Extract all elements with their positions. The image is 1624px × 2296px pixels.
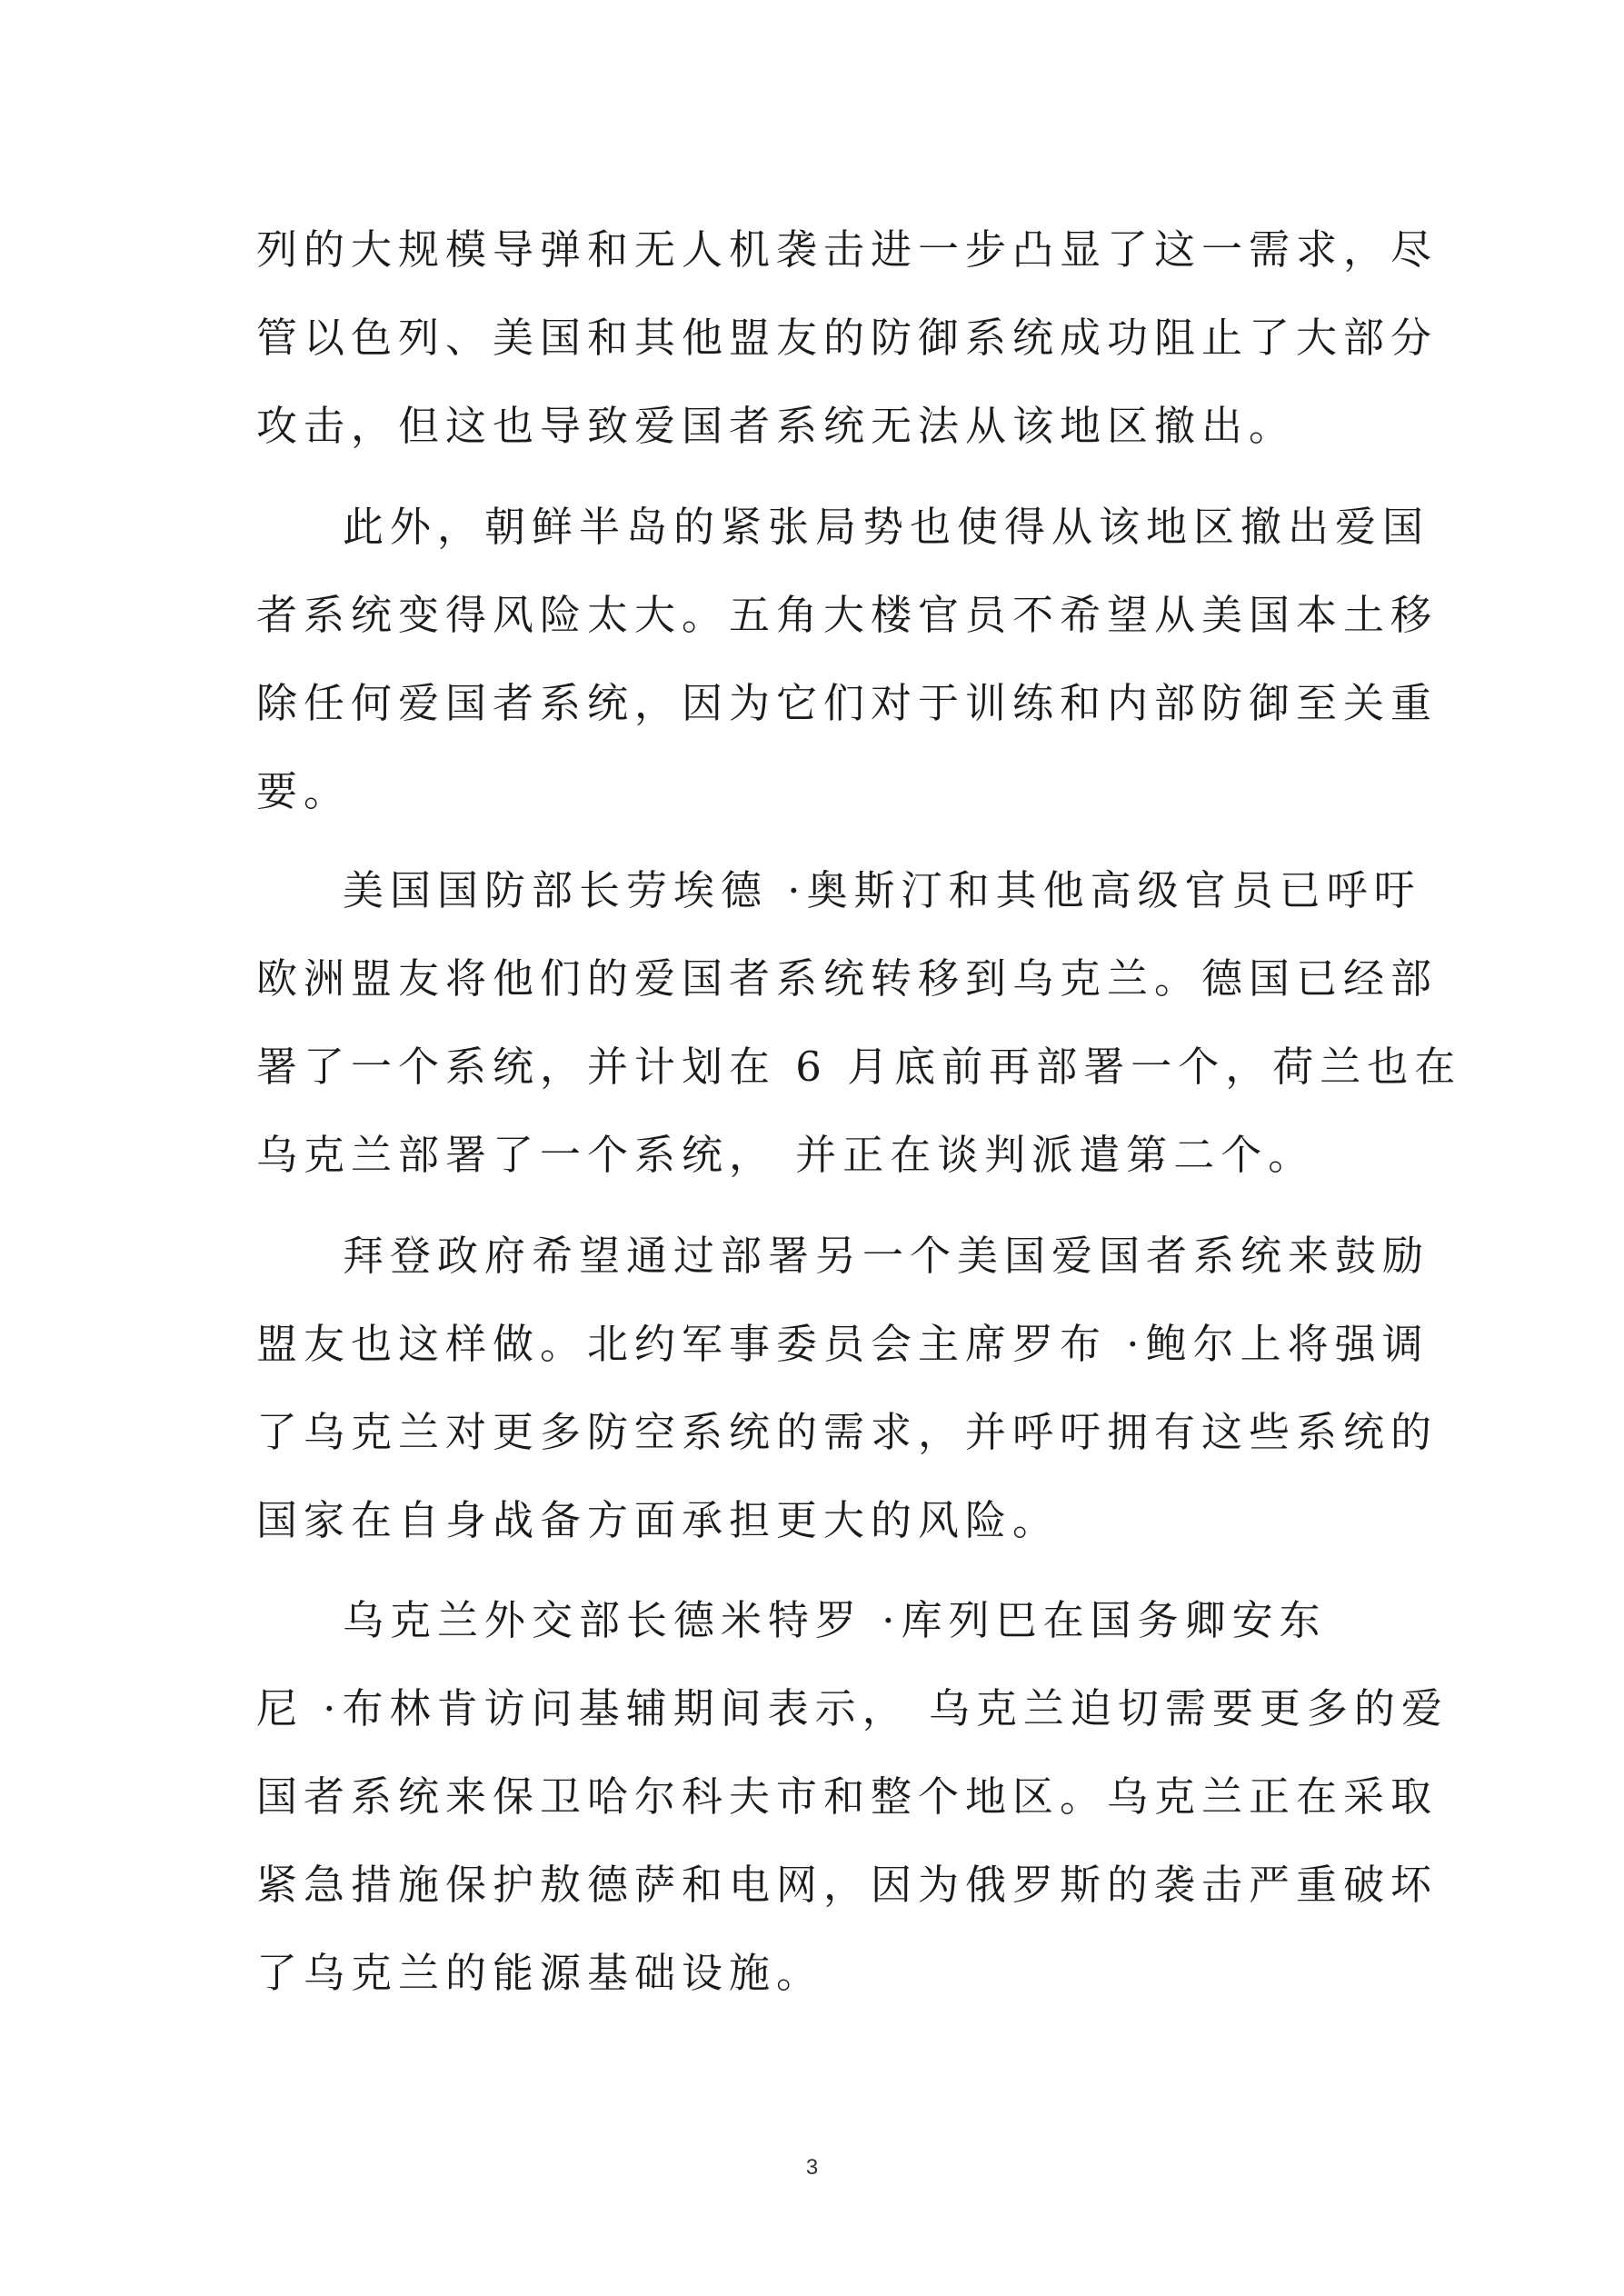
paragraph-3-line-1: 美国国防部长劳埃德 ·奥斯汀和其他高级官员已呼吁 xyxy=(343,866,1421,914)
paragraph-5-line-1: 乌克兰外交部长德米特罗 ·库列巴在国务卿安东 xyxy=(343,1596,1327,1644)
paragraph-5-line-5: 了乌克兰的能源基础设施。 xyxy=(256,1949,824,1997)
paragraph-2-line-1: 此外，朝鲜半岛的紧张局势也使得从该地区撤出爱国 xyxy=(343,503,1430,551)
paragraph-3-line-3: 署了一个系统，并计划在 6 月底前再部署一个，荷兰也在 xyxy=(256,1043,1462,1091)
page-number: 3 xyxy=(805,2155,819,2180)
paragraph-5-line-3: 国者系统来保卫哈尔科夫市和整个地区。乌克兰正在采取 xyxy=(256,1772,1439,1821)
paragraph-2-line-2: 者系统变得风险太大。五角大楼官员不希望从美国本土移 xyxy=(256,591,1439,639)
paragraph-5-line-2: 尼 ·布林肯访问基辅期间表示， 乌克兰迫切需要更多的爱 xyxy=(256,1684,1449,1732)
paragraph-1-line-3: 攻击，但这也导致爱国者系统无法从该地区撤出。 xyxy=(256,402,1297,450)
paragraph-1-line-1: 列的大规模导弹和无人机袭击进一步凸显了这一需求，尽 xyxy=(256,225,1439,274)
paragraph-5-line-4: 紧急措施保护敖德萨和电网，因为俄罗斯的袭击严重破坏 xyxy=(256,1861,1439,1909)
paragraph-3-line-2: 欧洲盟友将他们的爱国者系统转移到乌克兰。德国已经部 xyxy=(256,954,1439,1003)
paragraph-4-line-4: 国家在自身战备方面承担更大的风险。 xyxy=(256,1496,1061,1544)
paragraph-1-line-2: 管以色列、美国和其他盟友的防御系统成功阻止了大部分 xyxy=(256,314,1439,362)
paragraph-4-line-1: 拜登政府希望通过部署另一个美国爱国者系统来鼓励 xyxy=(343,1232,1430,1280)
paragraph-4-line-2: 盟友也这样做。北约军事委员会主席罗布 ·鲍尔上将强调 xyxy=(256,1320,1430,1368)
paragraph-2-line-4: 要。 xyxy=(256,767,352,815)
paragraph-4-line-3: 了乌克兰对更多防空系统的需求，并呼吁拥有这些系统的 xyxy=(256,1408,1439,1456)
paragraph-3-line-4: 乌克兰部署了一个系统， 并正在谈判派遣第二个。 xyxy=(256,1131,1316,1179)
paragraph-2-line-3: 除任何爱国者系统，因为它们对于训练和内部防御至关重 xyxy=(256,679,1439,727)
